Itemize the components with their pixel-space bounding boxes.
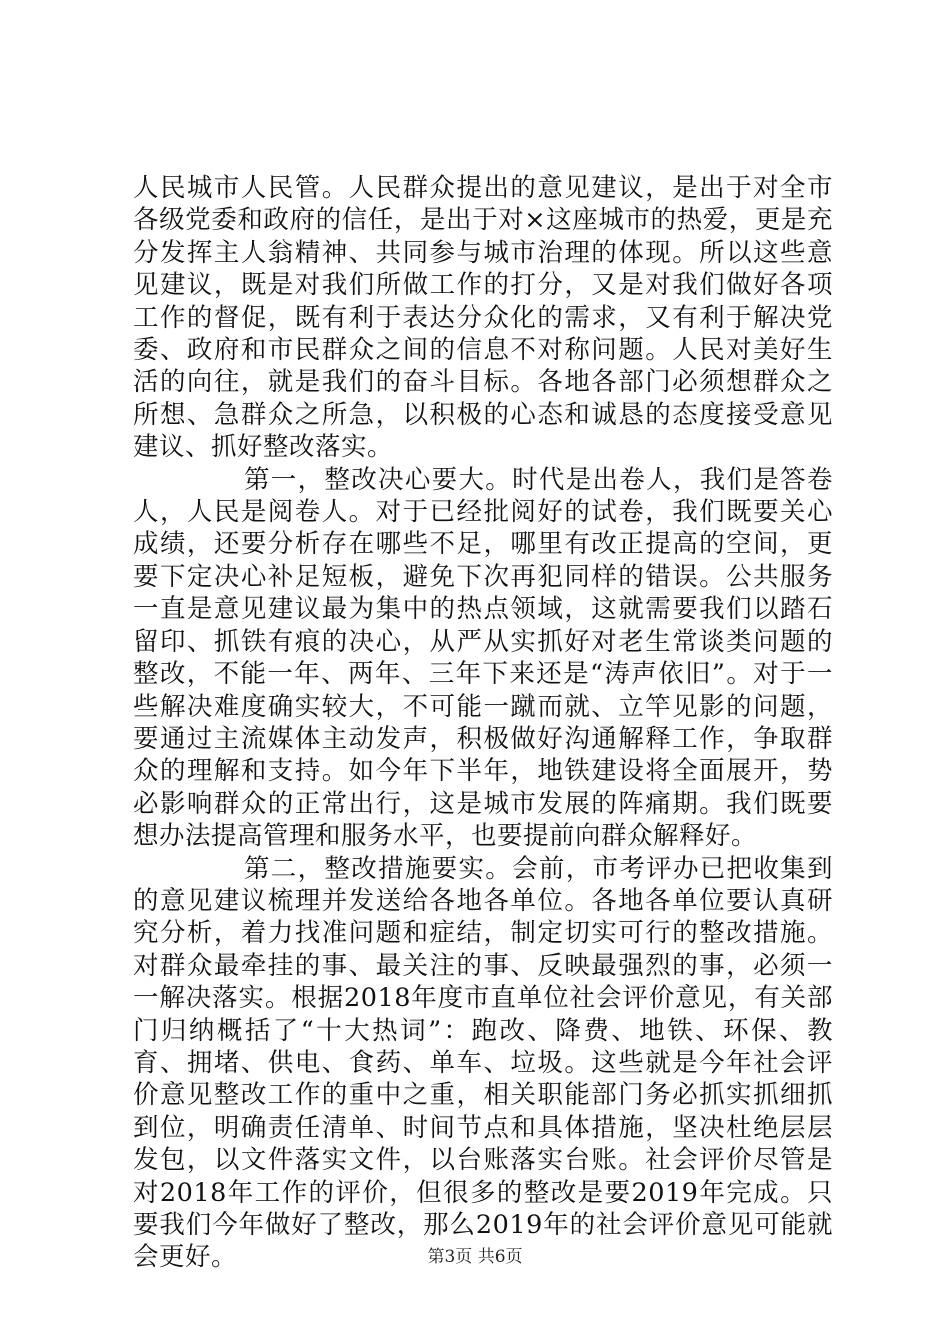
page-number-footer: 第3页 共6页 (427, 1247, 523, 1267)
paragraph-first-point: 第一，整改决心要大。时代是出卷人，我们是答卷人，人民是阅卷人。对于已经批阅好的试卷，我们既要关心成绩，还要分析存在哪些不足，哪里有改正提高的空间，更要下定决心补足短板，避免下次再犯同样的错误。公共服务一直是意见建议最为集中的热点领域，这就需要我们以踏石留印、抓铁有痕的决心，从严从实抓好对老生常谈类问题的整改，不能一年、两年、三年下来还是“涛声依旧”。对于一些解决难度确实较大，不可能一蹴而就、立竿见影的问题，要通过主流媒体主动发声，积极做好沟通解释工作，争取群众的理解和支持。如今年下半年，地铁建设将全面展开，势必影响群众的正常出行，这是城市发展的阵痛期。我们既要想办法提高管理和服务水平，也要提前向群众解释好。 (133, 464, 833, 852)
document-body (133, 172, 833, 1274)
paragraph-intro: 人民城市人民管。人民群众提出的意见建议，是出于对全市各级党委和政府的信任，是出于对×这座城市的热爱，更是充分发挥主人翁精神、共同参与城市治理的体现。所以这些意见建议，既是对我们所做工作的打分，又是对我们做好各项工作的督促，既有利于表达分众化的需求，又有利于解决党委、政府和市民群众之间的信息不对称问题。人民对美好生活的向往，就是我们的奋斗目标。各地各部门必须想群众之所想、急群众之所急，以积极的心态和诚恳的态度接受意见建议、抓好整改落实。 (133, 173, 833, 463)
paragraph-second-point: 第二，整改措施要实。会前，市考评办已把收集到的意见建议梳理并发送给各地各单位。各地各单位要认真研究分析，着力找准问题和症结，制定切实可行的整改措施。对群众最牵挂的事、最关注的事、反映最强烈的事，必须一一解决落实。根据2018年度市直单位社会评价意见，有关部门归纳概括了“十大热词”：跑改、降费、地铁、环保、教育、拥堵、供电、食药、单车、垃圾。这些就是今年社会评价意见整改工作的重中之重，相关职能部门务必抓实抓细抓到位，明确责任清单、时间节点和具体措施，坚决杜绝层层发包，以文件落实文件，以台账落实台账。社会评价尽管是对2018年工作的评价，但很多的整改是要2019年完成。只要我们今年做好了整改，那么2019年的社会评价意见可能就会更好。 (133, 853, 833, 1273)
